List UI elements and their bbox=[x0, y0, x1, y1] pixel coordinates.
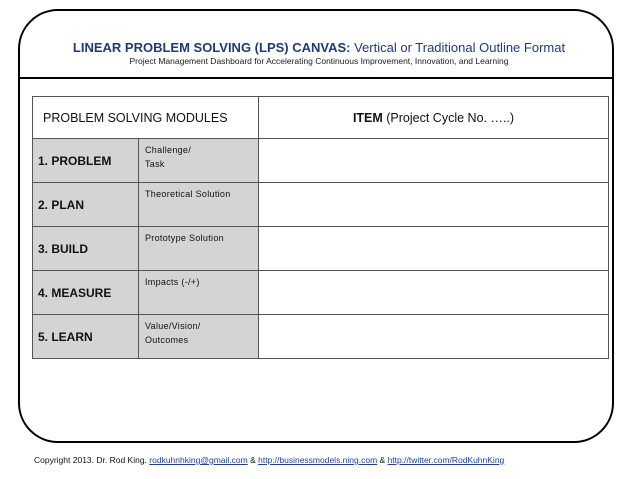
desc-line: Prototype Solution bbox=[145, 233, 224, 243]
item-cell[interactable] bbox=[259, 315, 609, 359]
item-cell[interactable] bbox=[259, 271, 609, 315]
twitter-link[interactable]: http://twitter.com/RodKuhnKing bbox=[387, 455, 505, 465]
item-header-rest: (Project Cycle No. …..) bbox=[382, 110, 515, 125]
module-description bbox=[139, 139, 259, 183]
module-label: 2. PLAN bbox=[33, 183, 139, 227]
table-row bbox=[33, 271, 609, 315]
page-title bbox=[0, 40, 638, 55]
table-row bbox=[33, 139, 609, 183]
module-label: 4. MEASURE bbox=[33, 271, 139, 315]
table-row bbox=[33, 227, 609, 271]
copyright-text: Copyright 2013. Dr. Rod King. bbox=[34, 455, 150, 465]
item-header-bold: ITEM bbox=[352, 110, 383, 125]
desc-line: Task bbox=[145, 159, 165, 169]
module-description bbox=[139, 183, 259, 227]
table-header-row bbox=[33, 97, 609, 139]
module-description bbox=[139, 315, 259, 359]
module-description bbox=[139, 227, 259, 271]
footer-separator: & bbox=[247, 455, 259, 465]
title-rest: Vertical or Traditional Outline Format bbox=[350, 40, 566, 55]
desc-line: Theoretical Solution bbox=[145, 189, 231, 199]
footer-separator: & bbox=[377, 455, 388, 465]
module-label: 5. LEARN bbox=[33, 315, 139, 359]
table-row bbox=[33, 183, 609, 227]
module-label: 3. BUILD bbox=[33, 227, 139, 271]
page-subtitle: Project Management Dashboard for Accelerating Continuous Improvement, Innovation, and Learning bbox=[129, 56, 509, 66]
item-cell[interactable] bbox=[259, 183, 609, 227]
module-label: 1. PROBLEM bbox=[33, 139, 139, 183]
item-cell[interactable] bbox=[259, 227, 609, 271]
modules-header: PROBLEM SOLVING MODULES bbox=[33, 97, 259, 139]
item-header bbox=[259, 97, 609, 139]
title-bold: LINEAR PROBLEM SOLVING (LPS) CANVAS: bbox=[72, 40, 351, 55]
item-cell[interactable] bbox=[259, 139, 609, 183]
desc-line: Impacts (-/+) bbox=[145, 277, 200, 287]
table-row bbox=[33, 315, 609, 359]
module-description bbox=[139, 271, 259, 315]
desc-line: Outcomes bbox=[145, 335, 189, 345]
desc-line: Challenge/ bbox=[145, 145, 192, 155]
footer bbox=[34, 455, 504, 465]
desc-line: Value/Vision/ bbox=[145, 321, 201, 331]
email-link[interactable]: rodkuhnhking@gmail.com bbox=[149, 455, 248, 465]
ning-link[interactable]: http://businessmodels.ning.com bbox=[258, 455, 378, 465]
lps-table bbox=[32, 96, 609, 359]
